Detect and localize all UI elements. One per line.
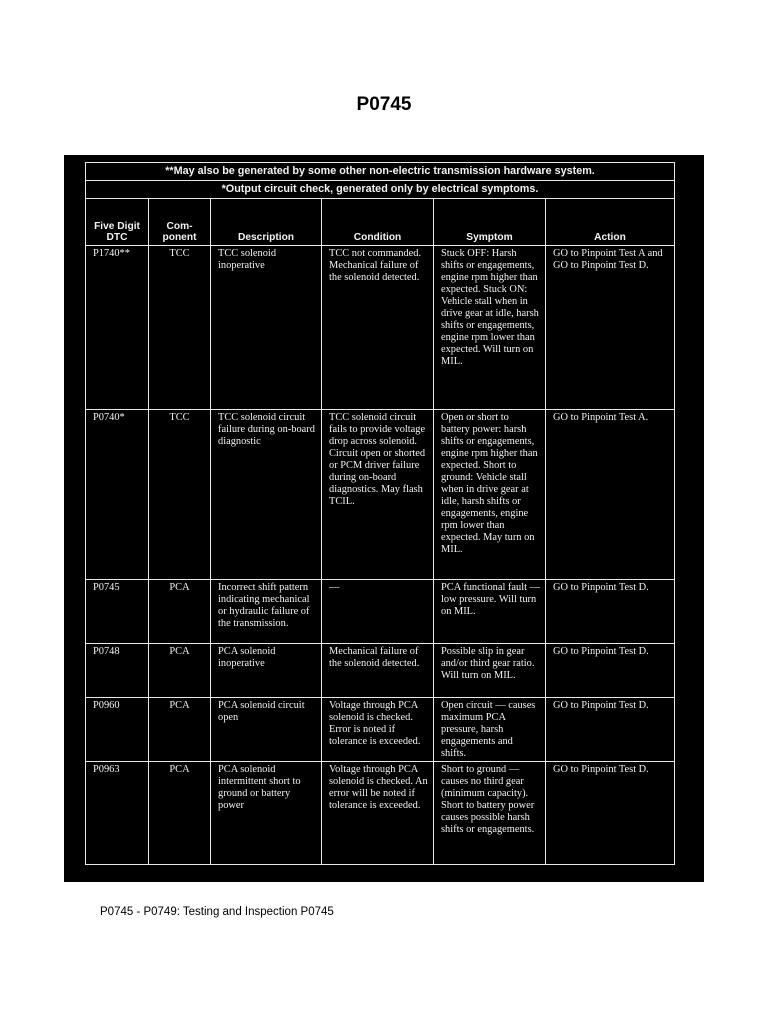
header-symptom: Symptom: [433, 198, 546, 246]
cell-action: GO to Pinpoint Test A and GO to Pinpoint Test D.: [545, 245, 675, 410]
cell-dtc: P0745: [85, 579, 149, 644]
scanned-dtc-table: [64, 155, 704, 882]
header-description: Description: [210, 198, 322, 246]
cell-condition: Mechanical failure of the solenoid detected.: [321, 643, 434, 698]
cell-description: PCA solenoid intermittent short to ground or battery power: [210, 761, 322, 865]
cell-action: GO to Pinpoint Test A.: [545, 409, 675, 580]
cell-condition: Voltage through PCA solenoid is checked. Error is noted if tolerance is exceeded.: [321, 697, 434, 762]
cell-description: Incorrect shift pattern indicating mechanical or hydraulic failure of the transmission.: [210, 579, 322, 644]
cell-dtc: P1740**: [85, 245, 149, 410]
cell-component: TCC: [148, 409, 211, 580]
cell-component: PCA: [148, 579, 211, 644]
cell-description: PCA solenoid circuit open: [210, 697, 322, 762]
cell-component: TCC: [148, 245, 211, 410]
cell-dtc: P0960: [85, 697, 149, 762]
cell-symptom: Stuck OFF: Harsh shifts or engagements, engine rpm higher than expected. Stuck ON: Vehicle stall when in drive gear at idle, harsh shifts or engagements, engine rpm lower than expected. Will turn on MIL.: [433, 245, 546, 410]
cell-dtc: P0748: [85, 643, 149, 698]
cell-component: PCA: [148, 761, 211, 865]
cell-action: GO to Pinpoint Test D.: [545, 697, 675, 762]
table-note-output-circuit: *Output circuit check, generated only by electrical symptoms.: [85, 180, 675, 199]
cell-condition: —: [321, 579, 434, 644]
header-dtc: Five Digit DTC: [85, 198, 149, 246]
cell-description: PCA solenoid inoperative: [210, 643, 322, 698]
cell-condition: TCC not commanded. Mechanical failure of the solenoid detected.: [321, 245, 434, 410]
cell-component: PCA: [148, 643, 211, 698]
cell-description: TCC solenoid inoperative: [210, 245, 322, 410]
header-action: Action: [545, 198, 675, 246]
cell-component: PCA: [148, 697, 211, 762]
cell-action: GO to Pinpoint Test D.: [545, 579, 675, 644]
cell-action: GO to Pinpoint Test D.: [545, 643, 675, 698]
cell-dtc: P0740*: [85, 409, 149, 580]
cell-description: TCC solenoid circuit failure during on-board diagnostic: [210, 409, 322, 580]
cell-action: GO to Pinpoint Test D.: [545, 761, 675, 865]
cell-symptom: Open circuit — causes maximum PCA pressure, harsh engagements and shifts.: [433, 697, 546, 762]
page-caption: P0745 - P0749: Testing and Inspection P0745: [100, 906, 334, 918]
cell-symptom: Short to ground — causes no third gear (minimum capacity). Short to battery power causes possible harsh shifts or engagements.: [433, 761, 546, 865]
dtc-table-grid: [85, 162, 675, 865]
table-note-hardware: **May also be generated by some other non-electric transmission hardware system.: [85, 162, 675, 181]
cell-symptom: Possible slip in gear and/or third gear ratio. Will turn on MIL.: [433, 643, 546, 698]
cell-dtc: P0963: [85, 761, 149, 865]
cell-condition: TCC solenoid circuit fails to provide voltage drop across solenoid. Circuit open or shorted or PCM driver failure during on-board diagnostics. May flash TCIL.: [321, 409, 434, 580]
cell-condition: Voltage through PCA solenoid is checked. An error will be noted if tolerance is exceeded.: [321, 761, 434, 865]
header-condition: Condition: [321, 198, 434, 246]
cell-symptom: Open or short to battery power: harsh shifts or engagements, engine rpm higher than expected. Short to ground: Vehicle stall when in drive gear at idle, harsh shifts or engagements, engine rpm lower than expected. May turn on MIL.: [433, 409, 546, 580]
page-title: P0745: [356, 94, 412, 115]
cell-symptom: PCA functional fault — low pressure. Will turn on MIL.: [433, 579, 546, 644]
header-component: Com- ponent: [148, 198, 211, 246]
